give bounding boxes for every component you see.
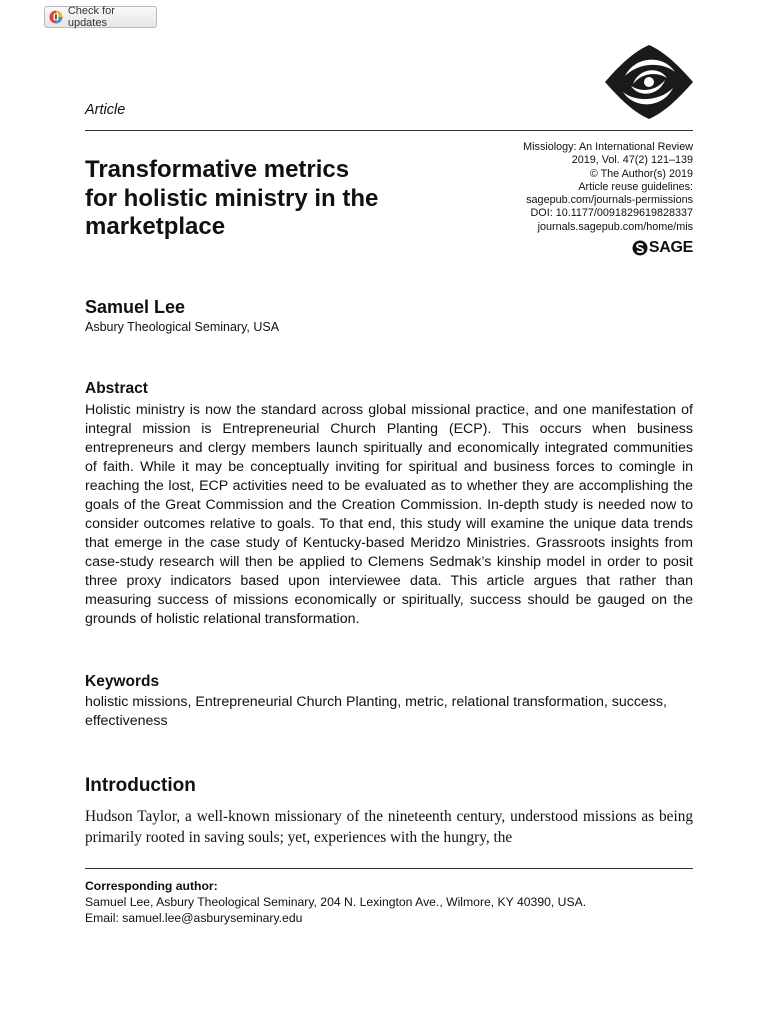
copyright-line: © The Author(s) 2019: [589, 167, 693, 180]
reuse-guidelines-label: Article reuse guidelines:: [578, 180, 693, 193]
footnote-heading: Corresponding author:: [85, 879, 218, 893]
introduction-heading: Introduction: [85, 775, 196, 796]
footnote-divider: [85, 868, 693, 869]
sage-emblem-icon: [632, 240, 648, 256]
corresponding-author-footnote: [85, 878, 586, 926]
footnote-address: Samuel Lee, Asbury Theological Seminary, 204 N. Lexington Ave., Wilmore, KY 40390, USA.: [85, 895, 587, 909]
journal-logo-icon: [604, 44, 694, 120]
abstract-text: Holistic ministry is now the standard across global missional practice, and one manifestation of integral mission is Entrepreneurial Church Planting (ECP). This occurs when business entrepreneurs and clergy members launch spiritually and economically integrated communities of faith. While it may be conceptually inviting for spiritual and business forces to comingle in reaching the lost, ECP activities need to be evaluated as to whether they are accomplishing the goals of the Great Commission and the Creation Commission. In-depth study is needed now to consider outcomes relative to goals. To that end, this study will examine the unique data trends that emerge in the case study of Kentucky-based Meridzo Ministries. Grassroots insights from case-study research will then be applied to Clemens Sedmak’s kinship model in order to posit three proxy indicators based upon interviewee data. This article argues that rather than measuring success of missions economically or spiritually, success should be gauged on the grounds of holistic relational transformation.: [85, 402, 693, 627]
check-for-updates-label: Check for updates: [67, 5, 115, 29]
publisher-logo: [632, 239, 693, 257]
article-title: [85, 156, 465, 242]
publisher-name: SAGE: [648, 239, 693, 256]
introduction-text: Hudson Taylor, a well-known missionary of the nineteenth century, understood missions as being primarily rooted in saving souls; yet, experiences with the hungry, the: [85, 808, 693, 846]
title-line: marketplace: [85, 213, 226, 240]
keywords-text: holistic missions, Entrepreneurial Church Planting, metric, relational transformation, success, effectiveness: [85, 694, 667, 729]
author-name: Samuel Lee: [85, 297, 186, 317]
article-type-label: Article: [85, 102, 126, 118]
check-for-updates-button[interactable]: [44, 6, 157, 28]
journal-metadata: [523, 141, 693, 234]
author-affiliation: Asbury Theological Seminary, USA: [85, 320, 280, 334]
permissions-link[interactable]: sagepub.com/journals-permissions: [526, 194, 693, 207]
journal-homepage-link[interactable]: journals.sagepub.com/home/mis: [537, 220, 693, 233]
title-line: for holistic ministry in the: [85, 184, 379, 212]
journal-volume: 2019, Vol. 47(2) 121–139: [571, 154, 693, 167]
footnote-email[interactable]: Email: samuel.lee@asburyseminary.edu: [85, 911, 303, 925]
abstract-heading: Abstract: [85, 380, 148, 397]
journal-name: Missiology: An International Review: [523, 141, 693, 153]
doi-link[interactable]: DOI: 10.1177/0091829619828337: [530, 207, 693, 220]
title-line: Transformative metrics: [85, 156, 350, 183]
header-divider: [85, 130, 693, 131]
keywords-heading: Keywords: [85, 673, 160, 690]
crossmark-icon: [49, 10, 63, 24]
